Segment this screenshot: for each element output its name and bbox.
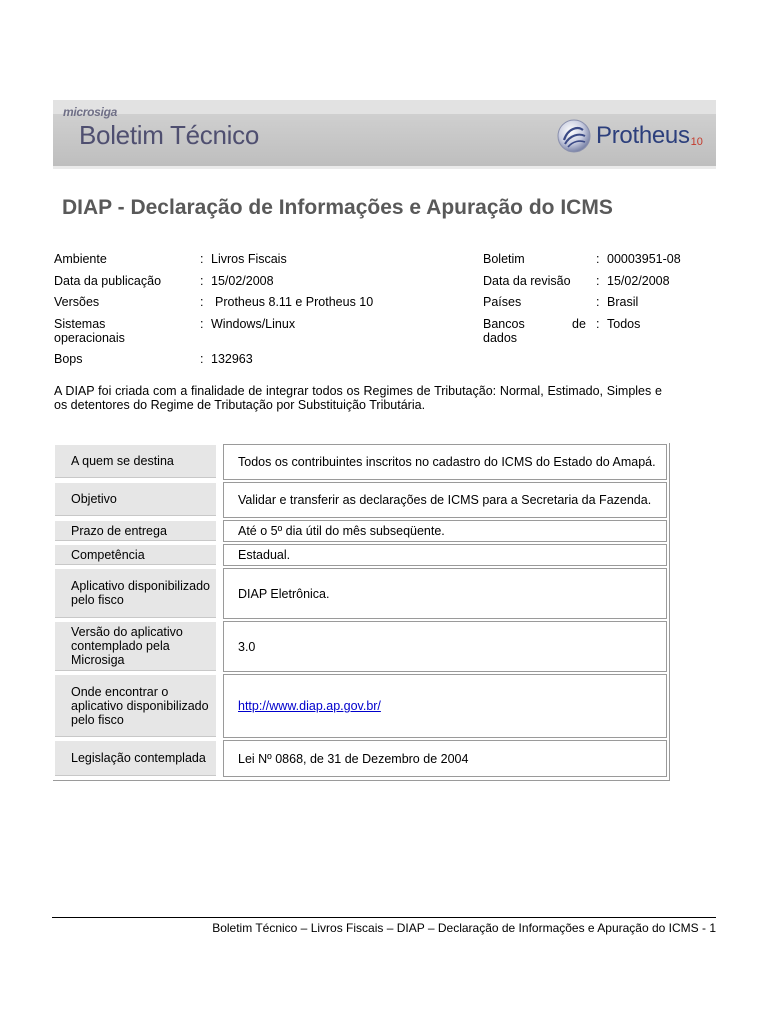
data-revisao-label: Data da revisão bbox=[483, 274, 571, 288]
bancos-label-de: de bbox=[572, 317, 586, 331]
table-row-label: Objetivo bbox=[55, 483, 216, 516]
table-row-label: A quem se destina bbox=[55, 445, 216, 478]
company-logo-text: microsiga bbox=[63, 105, 117, 119]
colon: : bbox=[200, 252, 204, 266]
data-publicacao-label: Data da publicação bbox=[54, 274, 162, 288]
table-row-label: Aplicativo disponibilizado pelo fisco bbox=[55, 569, 216, 618]
protheus-swirl-icon bbox=[556, 118, 592, 154]
intro-paragraph: A DIAP foi criada com a finalidade de integrar todos os Regimes de Tributação: Normal, Estimado, Simples e os detentores do Regime de Tributação por Substituição Tributária. bbox=[54, 384, 662, 412]
sistemas-label-line1: Sistemas bbox=[54, 317, 106, 331]
footer-divider bbox=[52, 917, 716, 918]
bops-value: 132963 bbox=[211, 352, 253, 366]
colon: : bbox=[596, 274, 600, 288]
banner-top-band bbox=[53, 100, 716, 114]
footer-text: Boletim Técnico – Livros Fiscais – DIAP – Declaração de Informações e Apuração do ICMS - 1 bbox=[212, 921, 716, 935]
table-row-label: Competência bbox=[55, 545, 216, 565]
versoes-label: Versões bbox=[54, 295, 100, 309]
table-row bbox=[53, 519, 669, 543]
colon: : bbox=[200, 352, 204, 366]
table-row-value: DIAP Eletrônica. bbox=[223, 568, 667, 619]
colon: : bbox=[596, 317, 600, 331]
bops-label: Bops bbox=[54, 352, 83, 366]
table-row-value: Estadual. bbox=[223, 544, 667, 566]
table-row bbox=[53, 567, 669, 620]
table-row-label: Legislação contemplada bbox=[55, 741, 216, 776]
table-row bbox=[53, 443, 669, 481]
boletim-label: Boletim bbox=[483, 252, 525, 266]
table-row-value: Validar e transferir as declarações de ICMS para a Secretaria da Fazenda. bbox=[223, 482, 667, 518]
paises-label: Países bbox=[483, 295, 522, 309]
banner-bottom-band bbox=[53, 166, 716, 169]
table-row-value: 3.0 bbox=[223, 621, 667, 672]
bancos-label-line1: Bancos bbox=[483, 317, 525, 331]
table-row-value bbox=[223, 674, 667, 738]
sistemas-label-line2: operacionais bbox=[54, 331, 125, 345]
paises-value: Brasil bbox=[607, 295, 639, 309]
bancos-label-line2: dados bbox=[483, 331, 518, 345]
table-row-value: Lei Nº 0868, de 31 de Dezembro de 2004 bbox=[223, 740, 667, 777]
colon: : bbox=[596, 295, 600, 309]
colon: : bbox=[200, 274, 204, 288]
protheus-logo bbox=[556, 117, 703, 155]
header-banner bbox=[53, 100, 716, 169]
product-version: 10 bbox=[690, 136, 703, 148]
table-row bbox=[53, 739, 669, 778]
colon: : bbox=[200, 295, 204, 309]
product-name: Protheus bbox=[596, 122, 690, 149]
table-row-value: Até o 5º dia útil do mês subseqüente. bbox=[223, 520, 667, 542]
info-table bbox=[53, 443, 670, 781]
ambiente-value: Livros Fiscais bbox=[211, 252, 287, 266]
table-row bbox=[53, 481, 669, 519]
table-row bbox=[53, 543, 669, 567]
colon: : bbox=[596, 252, 600, 266]
bulletin-header-title: Boletim Técnico bbox=[79, 120, 259, 150]
sistemas-value: Windows/Linux bbox=[211, 317, 296, 331]
bancos-value: Todos bbox=[607, 317, 641, 331]
boletim-value: 00003951-08 bbox=[607, 252, 681, 266]
diap-website-link[interactable]: http://www.diap.ap.gov.br/ bbox=[238, 699, 381, 713]
colon: : bbox=[200, 317, 204, 331]
table-row bbox=[53, 673, 669, 739]
ambiente-label: Ambiente bbox=[54, 252, 107, 266]
document-title: DIAP - Declaração de Informações e Apuração do ICMS bbox=[62, 196, 613, 219]
table-row-label: Prazo de entrega bbox=[55, 521, 216, 541]
table-row-label: Versão do aplicativo contemplado pela Microsiga bbox=[55, 622, 216, 671]
data-revisao-value: 15/02/2008 bbox=[607, 274, 670, 288]
table-row bbox=[53, 620, 669, 673]
data-publicacao-value: 15/02/2008 bbox=[211, 274, 274, 288]
table-row-label: Onde encontrar o aplicativo disponibilizado pelo fisco bbox=[55, 675, 216, 737]
versoes-value: Protheus 8.11 e Protheus 10 bbox=[215, 295, 374, 309]
table-row-value: Todos os contribuintes inscritos no cadastro do ICMS do Estado do Amapá. bbox=[223, 444, 667, 480]
